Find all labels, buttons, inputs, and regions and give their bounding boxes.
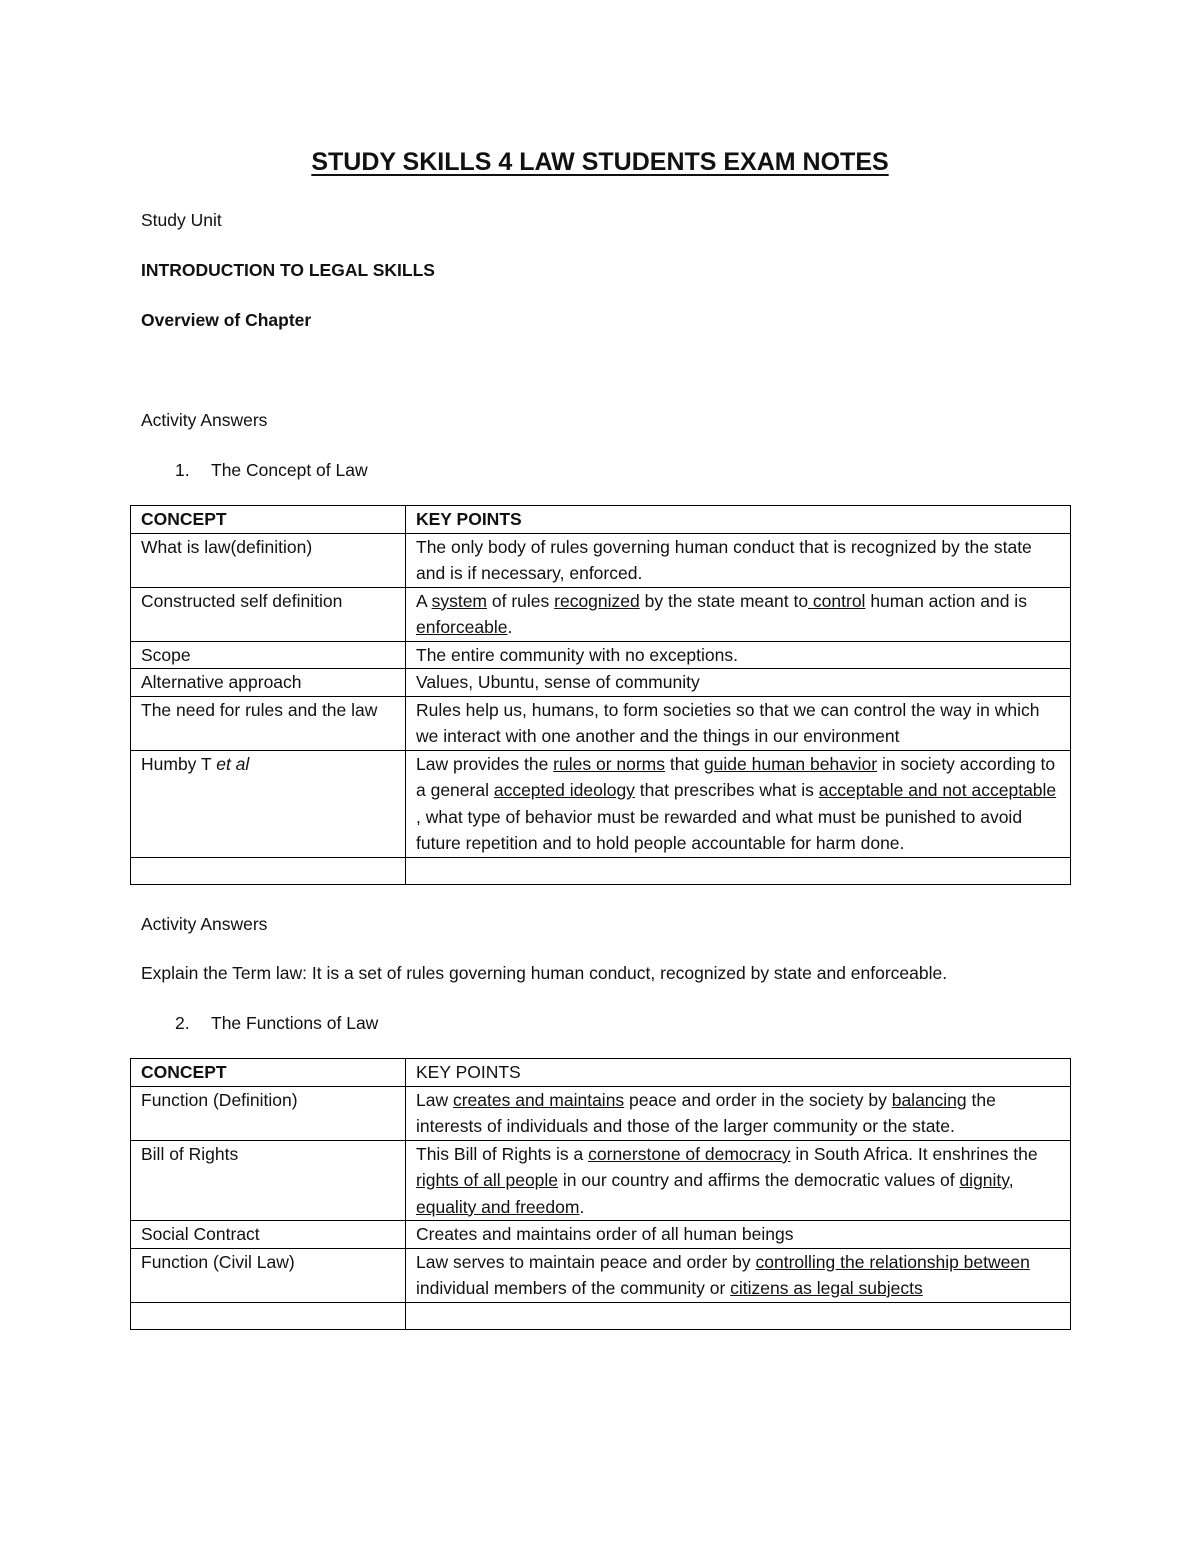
text-run: of rules xyxy=(487,590,555,611)
key-points-cell xyxy=(406,750,1071,857)
concept-cell: Constructed self definition xyxy=(131,587,406,641)
key-points-cell xyxy=(406,1221,1071,1249)
table-row xyxy=(131,641,1071,669)
concept-cell: Function (Definition) xyxy=(131,1086,406,1140)
activity-answers-heading-1: Activity Answers xyxy=(141,410,268,430)
text-run: by the state meant to xyxy=(639,590,809,611)
table-row xyxy=(131,1221,1071,1249)
text-run: . xyxy=(579,1196,585,1217)
text-run: , what type of behavior must be rewarded and what must be punished to avoid future repetition and to hold people accountable for harm done. xyxy=(416,806,1023,853)
key-points-cell xyxy=(406,669,1071,697)
text-run: in our country and affirms the democratic values of xyxy=(558,1170,960,1190)
text-run: Values, Ubuntu, sense of community xyxy=(416,672,700,692)
text-run: Humby T xyxy=(141,753,217,774)
explain-term-paragraph: Explain the Term law: It is a set of rules governing human conduct, recognized by state and enforceable. xyxy=(141,963,948,983)
text-run: peace and order in the society by xyxy=(624,1089,892,1110)
table-row xyxy=(131,669,1071,697)
header-concept: CONCEPT xyxy=(131,506,406,534)
table-header-row xyxy=(131,506,1071,534)
key-points-cell xyxy=(406,696,1071,750)
section-1-title: The Concept of Law xyxy=(211,460,368,480)
text-run: individual members of the community or xyxy=(416,1278,731,1298)
text-run: A xyxy=(416,590,432,611)
table-row xyxy=(131,1140,1071,1221)
text-run: Rules help us, humans, to form societies so that we can control the way in which we interact with one another and the things in our environment xyxy=(416,699,1040,746)
table-row xyxy=(131,533,1071,587)
header-concept: CONCEPT xyxy=(131,1059,406,1087)
concept-cell: What is law(definition) xyxy=(131,533,406,587)
concept-cell xyxy=(131,750,406,857)
empty-cell xyxy=(406,857,1071,884)
underlined-term: control xyxy=(808,590,866,611)
table-row xyxy=(131,1248,1071,1302)
underlined-term: recognized xyxy=(554,590,640,611)
key-points-cell xyxy=(406,587,1071,641)
underlined-term: enforceable xyxy=(416,617,508,637)
empty-cell xyxy=(406,1302,1071,1329)
concept-cell: Alternative approach xyxy=(131,669,406,697)
functions-of-law-table xyxy=(130,1058,1071,1330)
underlined-term: rights of all people xyxy=(416,1170,559,1190)
table-row xyxy=(131,750,1071,857)
overview-label: Overview of Chapter xyxy=(141,310,312,330)
text-run: in South Africa. It enshrines the xyxy=(790,1143,1038,1164)
text-run: . xyxy=(507,617,513,637)
empty-cell xyxy=(131,1302,406,1329)
text-run: the interests of individuals and those of the larger community or the state. xyxy=(416,1089,996,1136)
key-points-cell xyxy=(406,1140,1071,1221)
underlined-term: accepted ideology xyxy=(493,780,635,800)
underlined-term: guide human behavior xyxy=(703,753,878,774)
header-key-points: KEY POINTS xyxy=(406,1059,1071,1087)
key-points-cell xyxy=(406,533,1071,587)
table-row xyxy=(131,696,1071,750)
text-run: that xyxy=(665,753,704,774)
empty-table-row xyxy=(131,857,1071,884)
section-2-title: The Functions of Law xyxy=(211,1013,379,1033)
text-run: that prescribes what is xyxy=(634,780,819,800)
table-row xyxy=(131,587,1071,641)
key-points-cell xyxy=(406,641,1071,669)
document-title: STUDY SKILLS 4 LAW STUDENTS EXAM NOTES xyxy=(311,148,889,176)
section-2-number: 2. xyxy=(175,1013,190,1033)
concept-cell: Scope xyxy=(131,641,406,669)
concept-cell: Bill of Rights xyxy=(131,1140,406,1221)
table-row xyxy=(131,1086,1071,1140)
text-run: human action and is xyxy=(865,590,1027,611)
study-unit-label: Study Unit xyxy=(141,210,222,230)
underlined-term: cornerstone of democracy xyxy=(588,1143,791,1164)
italic-text: et al xyxy=(216,753,250,774)
header-key-points: KEY POINTS xyxy=(406,506,1071,534)
table-header-row xyxy=(131,1059,1071,1087)
concept-cell: The need for rules and the law xyxy=(131,696,406,750)
underlined-term: rules or norms xyxy=(553,753,666,774)
section-1-number: 1. xyxy=(175,460,190,480)
unit-title: INTRODUCTION TO LEGAL SKILLS xyxy=(141,260,435,280)
text-run: Law provides the xyxy=(416,753,554,774)
underlined-term: dignity, equality and freedom xyxy=(416,1170,1014,1217)
text-run: The entire community with no exceptions. xyxy=(416,644,738,665)
text-run: Law serves to maintain peace and order by xyxy=(416,1251,756,1272)
key-points-cell xyxy=(406,1086,1071,1140)
empty-cell xyxy=(131,857,406,884)
text-run: in society according to a general xyxy=(416,753,1056,800)
text-run: This Bill of Rights is a xyxy=(416,1143,589,1164)
activity-answers-heading-2: Activity Answers xyxy=(141,914,268,934)
empty-table-row xyxy=(131,1302,1071,1329)
concept-of-law-table xyxy=(130,505,1071,885)
underlined-term: system xyxy=(431,590,488,611)
concept-cell: Social Contract xyxy=(131,1221,406,1249)
underlined-term: controlling the relationship between xyxy=(755,1251,1030,1272)
underlined-term: balancing xyxy=(891,1089,967,1110)
underlined-term: citizens as legal subjects xyxy=(730,1278,923,1298)
text-run: The only body of rules governing human conduct that is recognized by the state and is if necessary, enforced. xyxy=(416,536,1032,583)
text-run: Law xyxy=(416,1089,453,1110)
underlined-term: acceptable and not acceptable xyxy=(818,780,1057,800)
concept-cell: Function (Civil Law) xyxy=(131,1248,406,1302)
key-points-cell xyxy=(406,1248,1071,1302)
text-run: Creates and maintains order of all human beings xyxy=(416,1224,794,1244)
underlined-term: creates and maintains xyxy=(452,1089,625,1110)
